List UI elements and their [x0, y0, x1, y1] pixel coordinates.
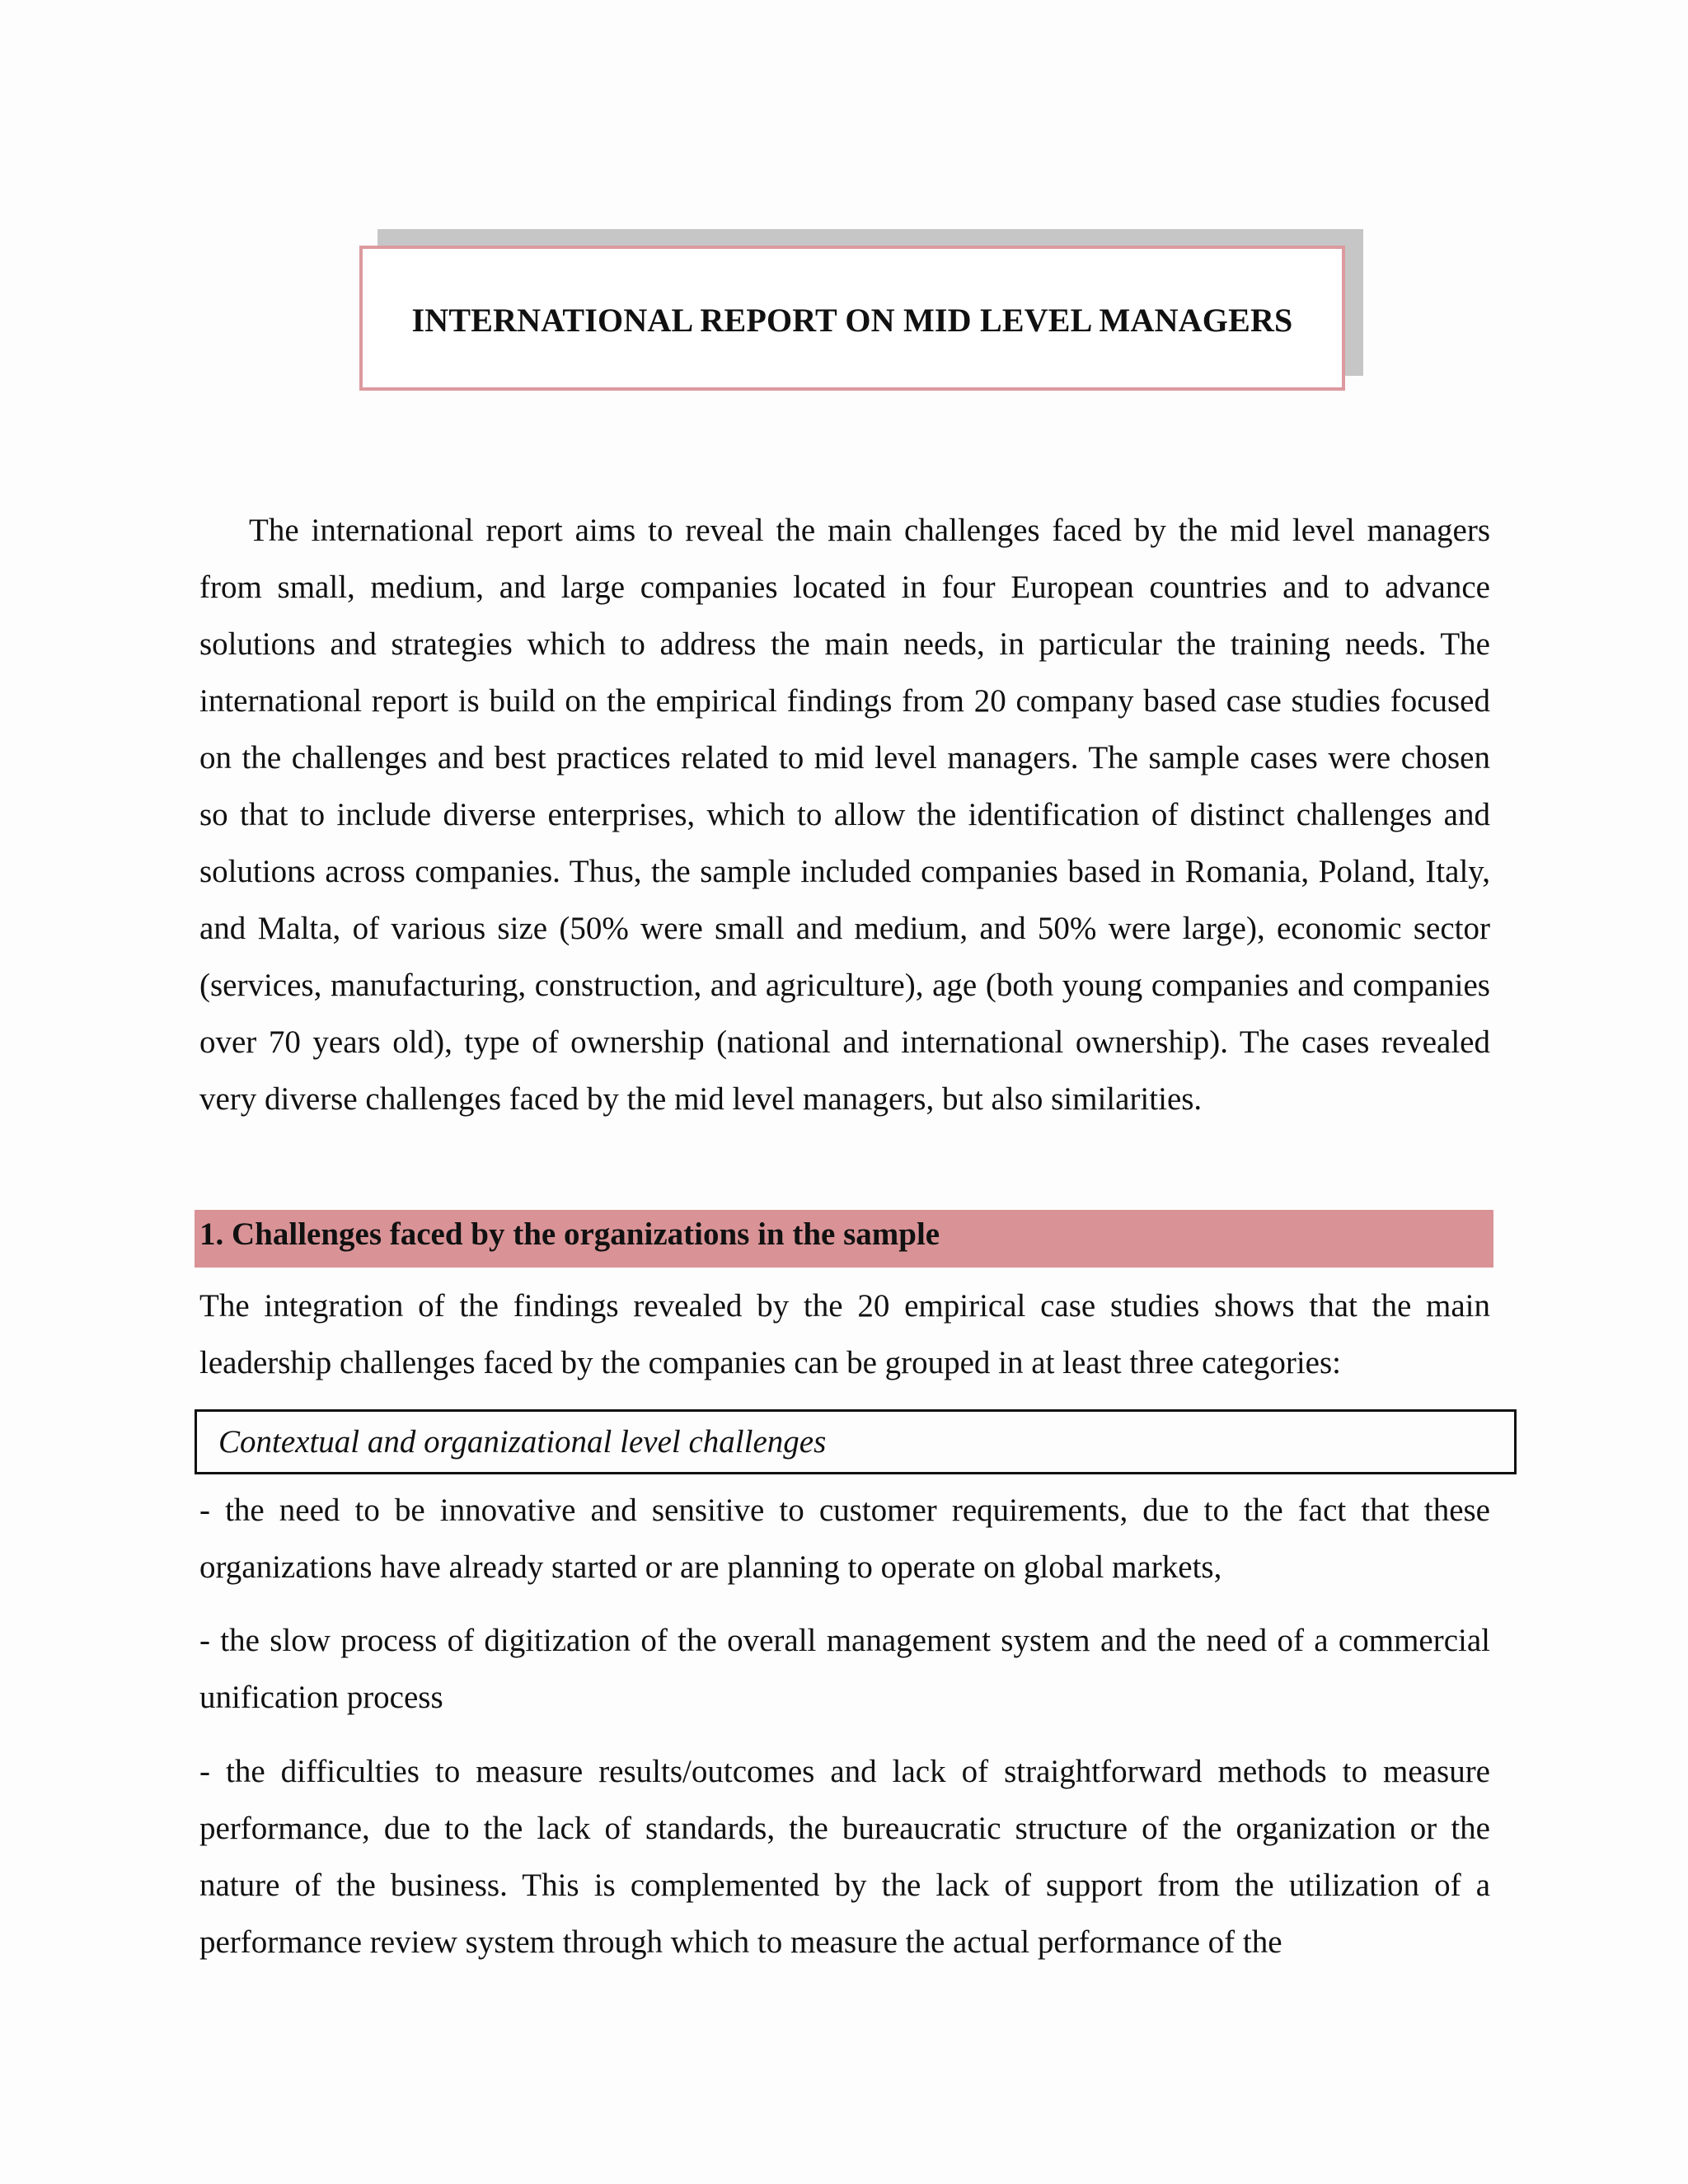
- bullet-item: - the need to be innovative and sensitive to customer requirements, due to the fact that these organizations have already started or are planning to operate on global markets,: [199, 1493, 1490, 1585]
- intro-paragraph: The international report aims to reveal the main challenges faced by the mid level managers from small, medium, and large companies located in four European countries and to advance solutions and strategies which to address the main needs, in particular the training needs. The international report is build on the empirical findings from 20 company based case studies focused on the challenges and best practices related to mid level managers. The sample cases were chosen so that to include diverse enterprises, which to allow the identification of distinct challenges and solutions across companies. Thus, the sample included companies based in Romania, Poland, Italy, and Malta, of various size (50% were small and medium, and 50% were large), economic sector (services, manufacturing, construction, and agriculture), age (both young companies and companies over 70 years old), type of ownership (national and international ownership). The cases revealed very diverse challenges faced by the mid level managers, but also similarities.: [199, 513, 1490, 1117]
- category-box: [195, 1409, 1517, 1474]
- bullet-item: - the slow process of digitization of the overall management system and the need of a commercial unification process: [199, 1623, 1490, 1715]
- title-box: [359, 246, 1345, 391]
- bullet-item: - the difficulties to measure results/outcomes and lack of straightforward methods to measure performance, due to the lack of standards, the bureaucratic structure of the organization or the nature of the business. This is complemented by the lack of support from the utilization of a performance review system through which to measure the actual performance of the: [199, 1754, 1490, 1960]
- category-label: Contextual and organizational level challenges: [218, 1424, 827, 1460]
- section-heading: 1. Challenges faced by the organizations in the sample: [199, 1216, 940, 1252]
- document-title: INTERNATIONAL REPORT ON MID LEVEL MANAGERS: [411, 301, 1293, 339]
- section-heading-bar: [195, 1210, 1493, 1268]
- section-lead-paragraph: The integration of the findings revealed by the 20 empirical case studies shows that the main leadership challenges faced by the companies can be grouped in at least three categories:: [199, 1288, 1490, 1380]
